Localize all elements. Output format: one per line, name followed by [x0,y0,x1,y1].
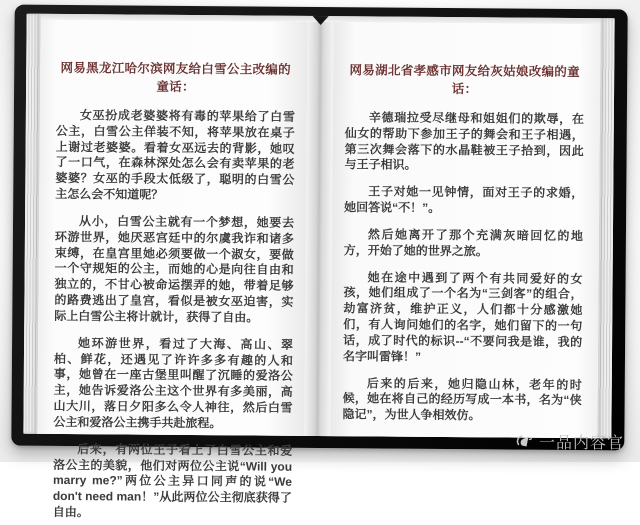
spine-top-notch [313,16,329,25]
story-paragraph: 然后她离开了那个充满灰暗回忆的地方，开始了她的世界之旅。 [343,227,583,259]
story-paragraph: 后来，有两位王子看上了白雪公主和爱洛公主的美貌，他们对两位公主说“Will you marry me?”两位公主异口同声的说“We don't need man！”从此两位公主彻底获得了自由。 [52,441,293,520]
right-page-title: 网易湖北省孝感市网友给灰姑娘改编的童话： [349,63,580,97]
open-book [11,5,627,520]
watermark-label: 一品内容官 [538,435,624,452]
story-paragraph: 女巫扮成老婆婆将有毒的苹果给了白雪公主，白雪公主佯装不知，将苹果放在桌子上谢过老婆婆。看着女巫远去的背影，她叹了一口气，在森林深处怎么会有卖苹果的老婆婆？女巫的手段太低级了，聪明的白雪公主怎么会不知道呢？ [55,108,295,202]
book-spine-gutter [304,22,333,436]
story-paragraph: 从小，白雪公主就有一个梦想，她要去环游世界，她厌恶宫廷中的尔虞我诈和诸多束缚，在皇宫里她必须要做一个淑女，要做一个守规矩的公主，而她的心是向往自由和独立的，不甘心被命运摆弄的她，带着足够的路费逃出了皇宫，看似是被女巫迫害，实际上白雪公主将计就计，获得了自由。 [54,214,295,325]
story-paragraph: 王子对她一见钟情，面对王子的求婚，她回答说“不！”。 [344,184,584,216]
watermark [514,430,624,453]
story-paragraph: 她环游世界，看过了大海、高山、翠柏、鲜花，还遇见了许许多多有趣的人和事，她曾在一座古堡里叫醒了沉睡的爱洛公主，她告诉爱洛公主这个世界有多美丽，高山大川，落日夕阳多么令人神往，然后白雪公主和爱洛公主携手共赴旅程。 [53,335,294,431]
story-paragraph: 后来的后来，她归隐山林，老年的时候，她在将自己的经历写成一本书，名为“侠隐记”，为世人争相效仿。 [342,375,582,423]
story-paragraph: 辛德瑞拉受尽继母和姐姐们的欺辱，在仙女的帮助下参加王子的舞会和王子相遇，第三次舞会落下的水晶鞋被王子拾到，因此与王子相识。 [344,110,584,173]
yipin-logo-icon [514,432,534,452]
right-page [330,22,600,438]
left-page-title: 网易黑龙江哈尔滨网友给白雪公主改编的童话： [60,60,291,95]
story-paragraph: 她在途中遇到了两个有共同爱好的女孩，她们组成了一个名为“三剑客”的组合，劫富济贫，维护正义，人们都十分感激她们，有人询问她们的名字，她们留下的一句话，成了时代的标识--“不要问我是谁，我的名字叫雷锋！” [342,270,583,364]
left-page [37,20,307,520]
